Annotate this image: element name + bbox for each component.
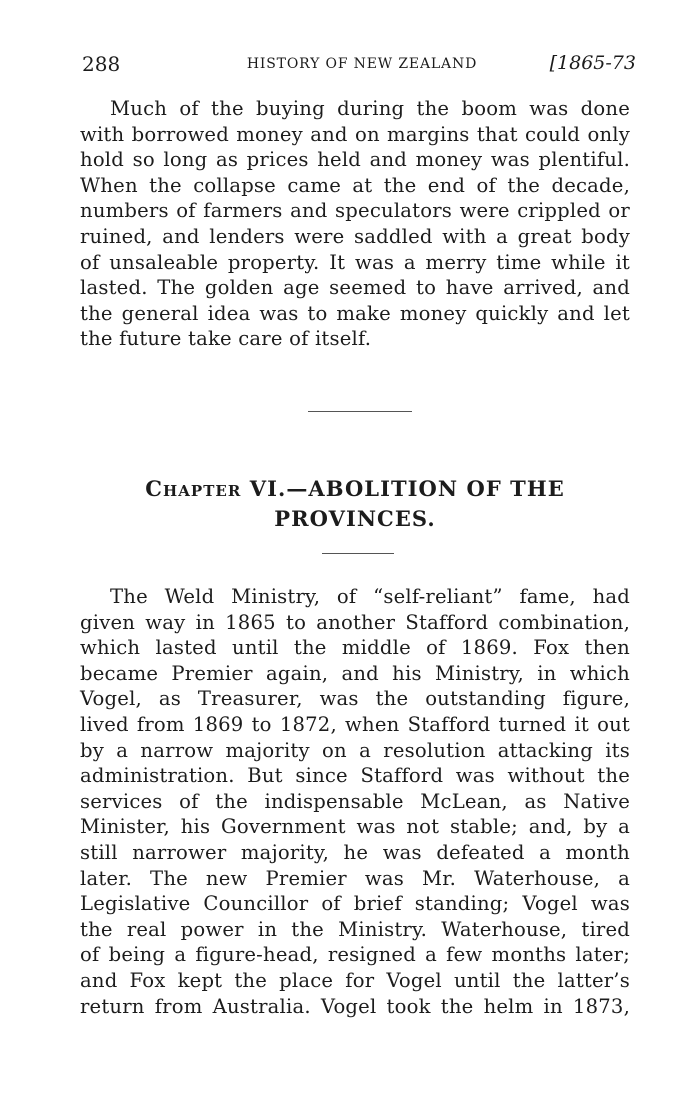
- text-line: Legislative Councillor of brief standing; Vogel was: [80, 892, 630, 916]
- paragraph-boom: [80, 96, 630, 352]
- date-range: [1865-73: [549, 52, 636, 74]
- text-line: hold so long as prices held and money was plentiful.: [80, 148, 630, 172]
- chapter-rule: [322, 553, 394, 554]
- text-line: became Premier again, and his Ministry, in which: [80, 661, 630, 685]
- text-line: and Fox kept the place for Vogel until the latter’s: [80, 968, 630, 992]
- text-line: The Weld Ministry, of “self-reliant” fame, had: [110, 585, 630, 608]
- text-line: still narrower majority, he was defeated a month: [80, 840, 630, 864]
- text-line: which lasted until the middle of 1869. Fox then: [80, 636, 630, 660]
- section-divider: [308, 411, 412, 412]
- text-line: lasted. The golden age seemed to have arrived, and: [80, 276, 630, 300]
- chapter-title-line2: PROVINCES.: [274, 506, 436, 531]
- text-line: When the collapse came at the end of the decade,: [80, 173, 630, 197]
- text-line: return from Australia. Vogel took the helm in 1873,: [80, 994, 630, 1018]
- text-line: of being a figure-head, resigned a few months later;: [80, 943, 630, 967]
- running-header: [82, 52, 642, 78]
- text-line: later. The new Premier was Mr. Waterhouse, a: [80, 866, 630, 890]
- chapter-heading: [70, 474, 640, 504]
- text-line: Vogel, as Treasurer, was the outstanding figure,: [80, 687, 630, 711]
- page-number: 288: [82, 52, 121, 76]
- text-line: lived from 1869 to 1872, when Stafford turned it out: [80, 712, 630, 736]
- chapter-title-line1: VI.—ABOLITION OF THE: [249, 476, 565, 501]
- text-line: ruined, and lenders were saddled with a great body: [80, 224, 630, 248]
- text-line: the future take care of itself.: [80, 327, 372, 351]
- text-line: with borrowed money and on margins that could only: [80, 122, 630, 146]
- paragraph-weld-ministry: [80, 584, 630, 1019]
- text-line: the real power in the Ministry. Waterhouse, tired: [80, 917, 630, 941]
- text-line: by a narrow majority on a resolution attacking its: [80, 738, 630, 762]
- text-line: administration. But since Stafford was without the: [80, 764, 630, 788]
- text-line: Much of the buying during the boom was done: [110, 97, 630, 120]
- text-line: Minister, his Government was not stable; and, by a: [80, 815, 630, 839]
- text-line: given way in 1865 to another Stafford combination,: [80, 610, 630, 634]
- chapter-label: Chapter: [145, 476, 242, 501]
- text-line: numbers of farmers and speculators were crippled or: [80, 199, 630, 223]
- text-line: the general idea was to make money quickly and let: [80, 301, 630, 325]
- running-title: HISTORY OF NEW ZEALAND: [246, 56, 478, 72]
- text-line: services of the indispensable McLean, as Native: [80, 789, 630, 813]
- text-line: of unsaleable property. It was a merry time while it: [80, 250, 630, 274]
